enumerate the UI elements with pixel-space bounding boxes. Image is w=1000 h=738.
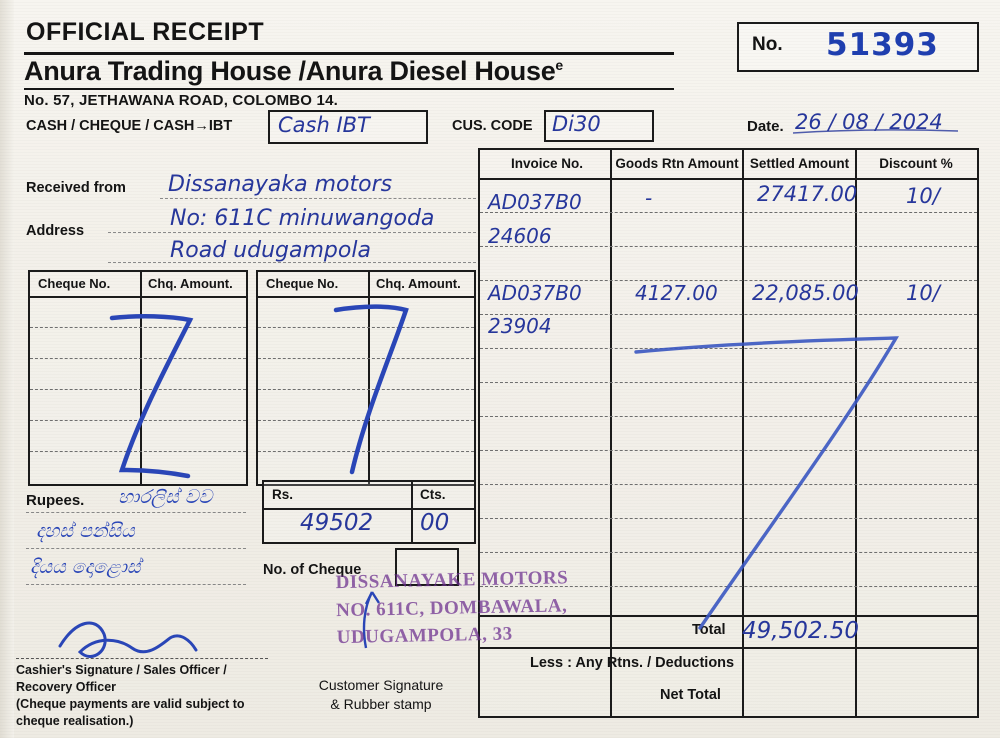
customer-signature-line-2: & Rubber stamp: [330, 695, 432, 712]
received-from-label: Received from: [26, 180, 126, 196]
header-rule-bottom: [24, 88, 674, 90]
cashier-line-2: (Cheque payments are valid subject to: [16, 696, 245, 711]
rubber-stamp: [335, 563, 636, 649]
cheque-table-right-row-line: [258, 451, 474, 452]
cheque-table-right: [256, 270, 476, 486]
rupees-words-line-3: [26, 584, 246, 585]
cheque-table-left-row-line: [30, 327, 246, 328]
invoice-table-row-line: [480, 416, 977, 417]
payment-type-value: Cash IBT: [278, 113, 370, 137]
cheque-table-right-row-line: [258, 327, 474, 328]
cheque-table-left-row-line: [30, 389, 246, 390]
invoice-row-2-discount: 10/: [906, 281, 940, 305]
rs-value: 49502: [300, 510, 374, 536]
payment-type-label: CASH / CHEQUE / CASH→IBT: [26, 118, 233, 134]
invoice-table-less-rule: [480, 647, 977, 649]
cheque-no-header-left: Cheque No.: [38, 276, 111, 291]
cheque-amount-header-right: Chq. Amount.: [376, 276, 461, 291]
invoice-table-row-line: [480, 552, 977, 553]
invoice-row-1-discount: 10/: [906, 184, 940, 208]
cashier-signature-rule: [16, 658, 268, 659]
receipt-number-label: No.: [752, 34, 783, 55]
discount-header: Discount %: [879, 156, 953, 171]
address-line-1: [108, 232, 476, 233]
stamp-line-3: UDUGAMPOLA, 33: [336, 623, 513, 649]
cheque-table-left-divider: [140, 272, 142, 484]
customer-signature-line-1: Customer Signature: [318, 677, 444, 693]
cheque-table-right-row-line: [258, 420, 474, 421]
date-label: Date.: [747, 118, 784, 135]
invoice-row-1-invoice-no: AD037B0: [488, 190, 582, 214]
cheque-amount-header-left: Chq. Amount.: [148, 276, 233, 291]
company-name: [24, 56, 563, 87]
company-name-text: Anura Trading House /Anura Diesel House: [24, 56, 556, 86]
cheque-no-header-right: Cheque No.: [266, 276, 339, 291]
customer-code-value: Di30: [552, 112, 601, 136]
cts-label: Cts.: [420, 487, 446, 502]
address-value-line-1: No: 611C minuwangoda: [170, 206, 435, 231]
total-value: 49,502.50: [742, 618, 860, 644]
cheque-table-left: [28, 270, 248, 486]
rupees-words-value-1: හාරලිස් වව: [118, 486, 213, 508]
cheque-table-left-row-line: [30, 451, 246, 452]
stamp-line-1: DISSANAYAKE MOTORS: [335, 567, 569, 594]
rupees-label: Rupees.: [26, 492, 85, 509]
invoice-row-1-goods-rtn: -: [645, 186, 653, 210]
rs-label: Rs.: [272, 487, 294, 502]
rs-cts-divider: [411, 482, 413, 542]
invoice-table-row-line: [480, 450, 977, 451]
address-value-line-2: Road udugampola: [170, 238, 371, 263]
stamp-line-2: NO. 611C, DOMBAWALA,: [335, 594, 568, 621]
customer-code-label: CUS. CODE: [452, 118, 533, 134]
invoice-table-row-line: [480, 348, 977, 349]
invoice-table-header-rule: [480, 178, 977, 180]
settled-amount-header: Settled Amount: [749, 156, 850, 171]
paper-edge: [0, 0, 14, 738]
page-title: OFFICIAL RECEIPT: [26, 18, 265, 46]
goods-rtn-header: Goods Rtn Amount: [615, 156, 739, 171]
invoice-table-row-line: [480, 484, 977, 485]
invoice-row-2-goods-rtn: 4127.00: [635, 281, 718, 305]
invoice-row-2-settled: 22,085.00: [752, 281, 859, 305]
received-from-line: [160, 198, 476, 199]
invoice-no-header: Invoice No.: [510, 156, 583, 171]
address-label: Address: [26, 223, 85, 239]
invoice-table-row-line: [480, 382, 977, 383]
cashier-line-3: cheque realisation.): [16, 713, 134, 728]
less-deductions-label: Less : Any Rtns. / Deductions: [530, 655, 735, 671]
rupees-words-line-1: [26, 512, 246, 513]
cheque-table-left-row-line: [30, 420, 246, 421]
header-rule-top: [24, 52, 674, 55]
total-label: Total: [692, 622, 726, 638]
invoice-row-2-invoice-no-2: 23904: [488, 314, 552, 338]
invoice-row-1-settled: 27417.00: [757, 182, 858, 206]
invoice-table-row-line: [480, 246, 977, 247]
customer-signature-note: [291, 676, 471, 714]
invoice-row-1-invoice-no-2: 24606: [488, 224, 552, 248]
rupees-words-value-2: දහස් පන්සිය: [36, 520, 135, 542]
cheque-table-right-row-line: [258, 389, 474, 390]
cashier-signature-note: [16, 662, 278, 730]
net-total-label: Net Total: [660, 687, 721, 703]
invoice-table-row-line: [480, 518, 977, 519]
cheque-table-left-row-line: [30, 358, 246, 359]
receipt-number-value: 51393: [826, 27, 939, 63]
invoice-table-row-line: [480, 314, 977, 315]
cheque-table-right-row-line: [258, 358, 474, 359]
rupees-words-value-3: දියය දොළොස්: [30, 556, 141, 578]
no-of-cheque-label: No. of Cheque: [263, 562, 362, 578]
company-name-superscript: e: [555, 57, 563, 73]
cts-value: 00: [420, 510, 450, 536]
cheque-table-right-divider: [368, 272, 370, 484]
invoice-row-2-invoice-no: AD037B0: [488, 281, 582, 305]
company-address: No. 57, JETHAWANA ROAD, COLOMBO 14.: [24, 92, 338, 109]
rupees-words-line-2: [26, 548, 246, 549]
received-from-value: Dissanayaka motors: [168, 172, 393, 197]
date-value: 26 / 08 / 2024: [795, 110, 943, 134]
cashier-line-1: Cashier's Signature / Sales Officer / Recovery Officer: [16, 663, 227, 694]
